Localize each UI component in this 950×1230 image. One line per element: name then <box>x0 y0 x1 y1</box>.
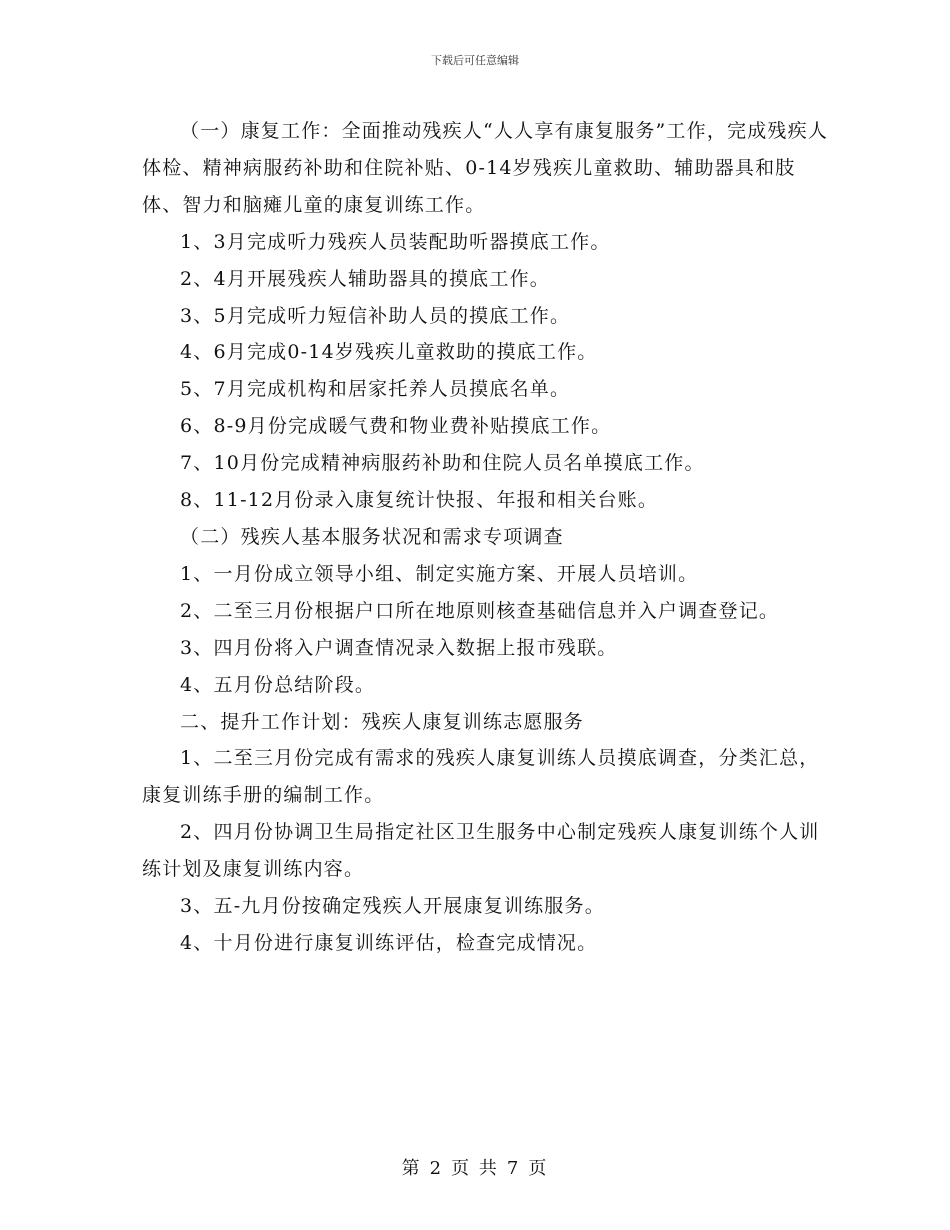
list-item: 4、五月份总结阶段。 <box>180 673 376 696</box>
list-item: 2、四月份协调卫生局指定社区卫生服务中心制定残疾人康复训练个人训练计划及康复训练内容。 <box>142 821 820 881</box>
list-item: 4、6月完成0-14岁残疾儿童救助的摸底工作。 <box>180 341 598 364</box>
list-item: 1、一月份成立领导小组、制定实施方案、开展人员培训。 <box>180 562 699 585</box>
page-footer-suffix: 页 <box>528 1158 549 1179</box>
list-item: 3、四月份将入户调查情况录入数据上报市残联。 <box>180 636 618 659</box>
section-3-heading: 二、提升工作计划：残疾人康复训练志愿服务 <box>180 710 585 733</box>
list-item: 8、11-12月份录入康复统计快报、年报和相关台账。 <box>180 489 659 512</box>
list-item: 7、10月份完成精神病服药补助和住院人员名单摸底工作。 <box>180 452 705 475</box>
page-footer-prefix: 第 <box>401 1158 422 1179</box>
list-item: 2、二至三月份根据户口所在地原则核查基础信息并入户调查登记。 <box>180 599 780 622</box>
page-header-note: 下载后可任意编辑 <box>431 54 519 67</box>
list-item: 3、五-九月份按确定残疾人开展康复训练服务。 <box>180 895 605 918</box>
section-2-heading: （二）残疾人基本服务状况和需求专项调查 <box>180 525 564 548</box>
section-1-heading-paragraph: （一）康复工作：全面推动残疾人“人人享有康复服务”工作，完成残疾人体检、精神病服药补助和住院补贴、0-14岁残疾儿童救助、辅助器具和肢体、智力和脑瘫儿童的康复训练工作。 <box>142 120 829 216</box>
list-item: 3、5月完成听力短信补助人员的摸底工作。 <box>180 304 571 327</box>
list-item: 2、4月开展残疾人辅助器具的摸底工作。 <box>180 267 550 290</box>
document-body <box>142 113 832 962</box>
list-item: 6、8-9月份完成暖气费和物业费补贴摸底工作。 <box>180 415 612 438</box>
list-item: 4、十月份进行康复训练评估，检查完成情况。 <box>180 931 598 954</box>
list-item: 1、二至三月份完成有需求的残疾人康复训练人员摸底调查，分类汇总，康复训练手册的编制工作。 <box>142 747 820 807</box>
page-footer-mid: 页 共 <box>451 1158 499 1179</box>
total-page-count: 7 <box>506 1158 521 1179</box>
list-item: 1、3月完成听力残疾人员装配助听器摸底工作。 <box>180 230 611 253</box>
current-page-number: 2 <box>429 1158 444 1179</box>
page-number-footer <box>0 1154 950 1180</box>
list-item: 5、7月完成机构和居家托养人员摸底名单。 <box>180 378 571 401</box>
